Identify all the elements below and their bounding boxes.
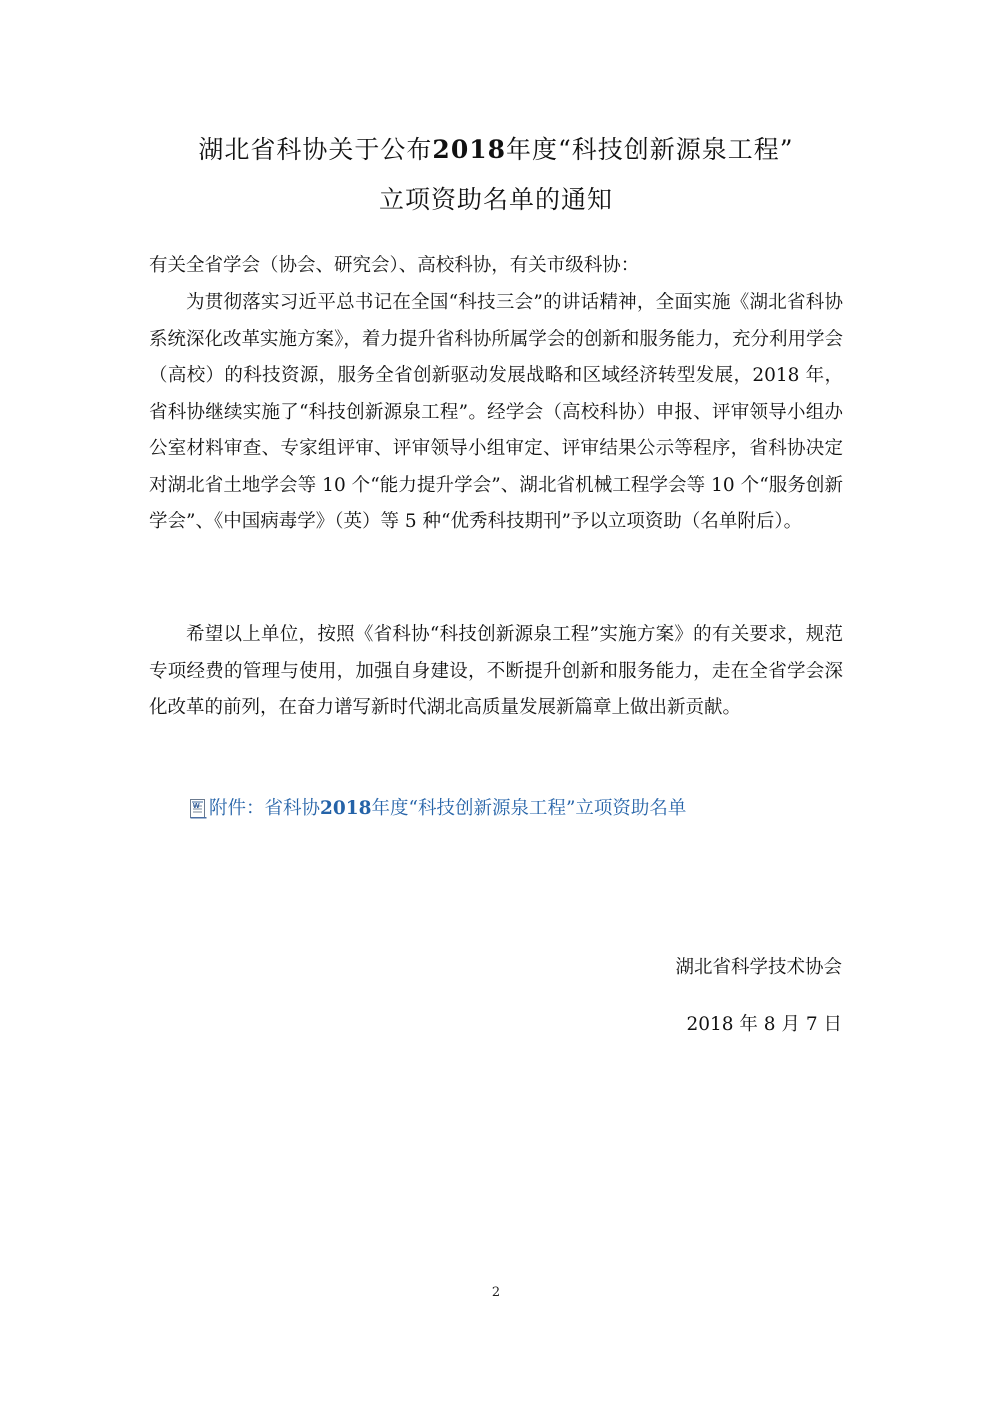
- title-suffix: 年度“科技创新源泉工程”: [506, 135, 794, 164]
- page-number: 2: [491, 1285, 501, 1300]
- attachment-prefix: 附件：省科协: [209, 798, 321, 819]
- svg-text:W: W: [193, 803, 200, 810]
- paragraph-2: 希望以上单位，按照《省科协“科技创新源泉工程”实施方案》的有关要求，规范专项经费的管理与使用，加强自身建设，不断提升创新和服务能力，走在全省学会深化改革的前列，在奋力谱写新时代湖北高质量发展新篇章上做出新贡献。: [149, 624, 843, 718]
- salutation: 有关全省学会（协会、研究会）、高校科协，有关市级科协：: [149, 255, 640, 276]
- document-title-line-2: 立项资助名单的通知: [378, 185, 613, 214]
- attachment-suffix: 年度“科技创新源泉工程”立项资助名单: [371, 798, 687, 819]
- signature-organization: 湖北省科学技术协会: [675, 957, 842, 978]
- title-prefix: 湖北省科协关于公布: [198, 135, 433, 164]
- word-document-icon[interactable]: [190, 799, 207, 819]
- paragraph-1: 为贯彻落实习近平总书记在全国“科技三会”的讲话精神，全面实施《湖北省科协系统深化改革实施方案》，着力提升省科协所属学会的创新和服务能力，充分利用学会（高校）的科技资源，服务全省创新驱动发展战略和区域经济转型发展，2018 年，省科协继续实施了“科技创新源泉工程”。经学会（高校科协）申报、评审领导小组办公室材料审查、专家组评审、评审领导小组审定、评审结果公示等程序，省科协决定对湖北省土地学会等 10 个“能力提升学会”、湖北省机械工程学会等 10 个“服务创新学会”、《中国病毒学》（英）等 5 种“优秀科技期刊”予以立项资助（名单附后）。: [149, 292, 843, 532]
- signature-date: 2018 年 8 月 7 日: [686, 1014, 842, 1035]
- document-title-line-1: [0, 130, 992, 166]
- attachment-year: 2018: [320, 798, 372, 819]
- title-year: 2018: [432, 135, 507, 164]
- attachment-link[interactable]: [190, 795, 686, 823]
